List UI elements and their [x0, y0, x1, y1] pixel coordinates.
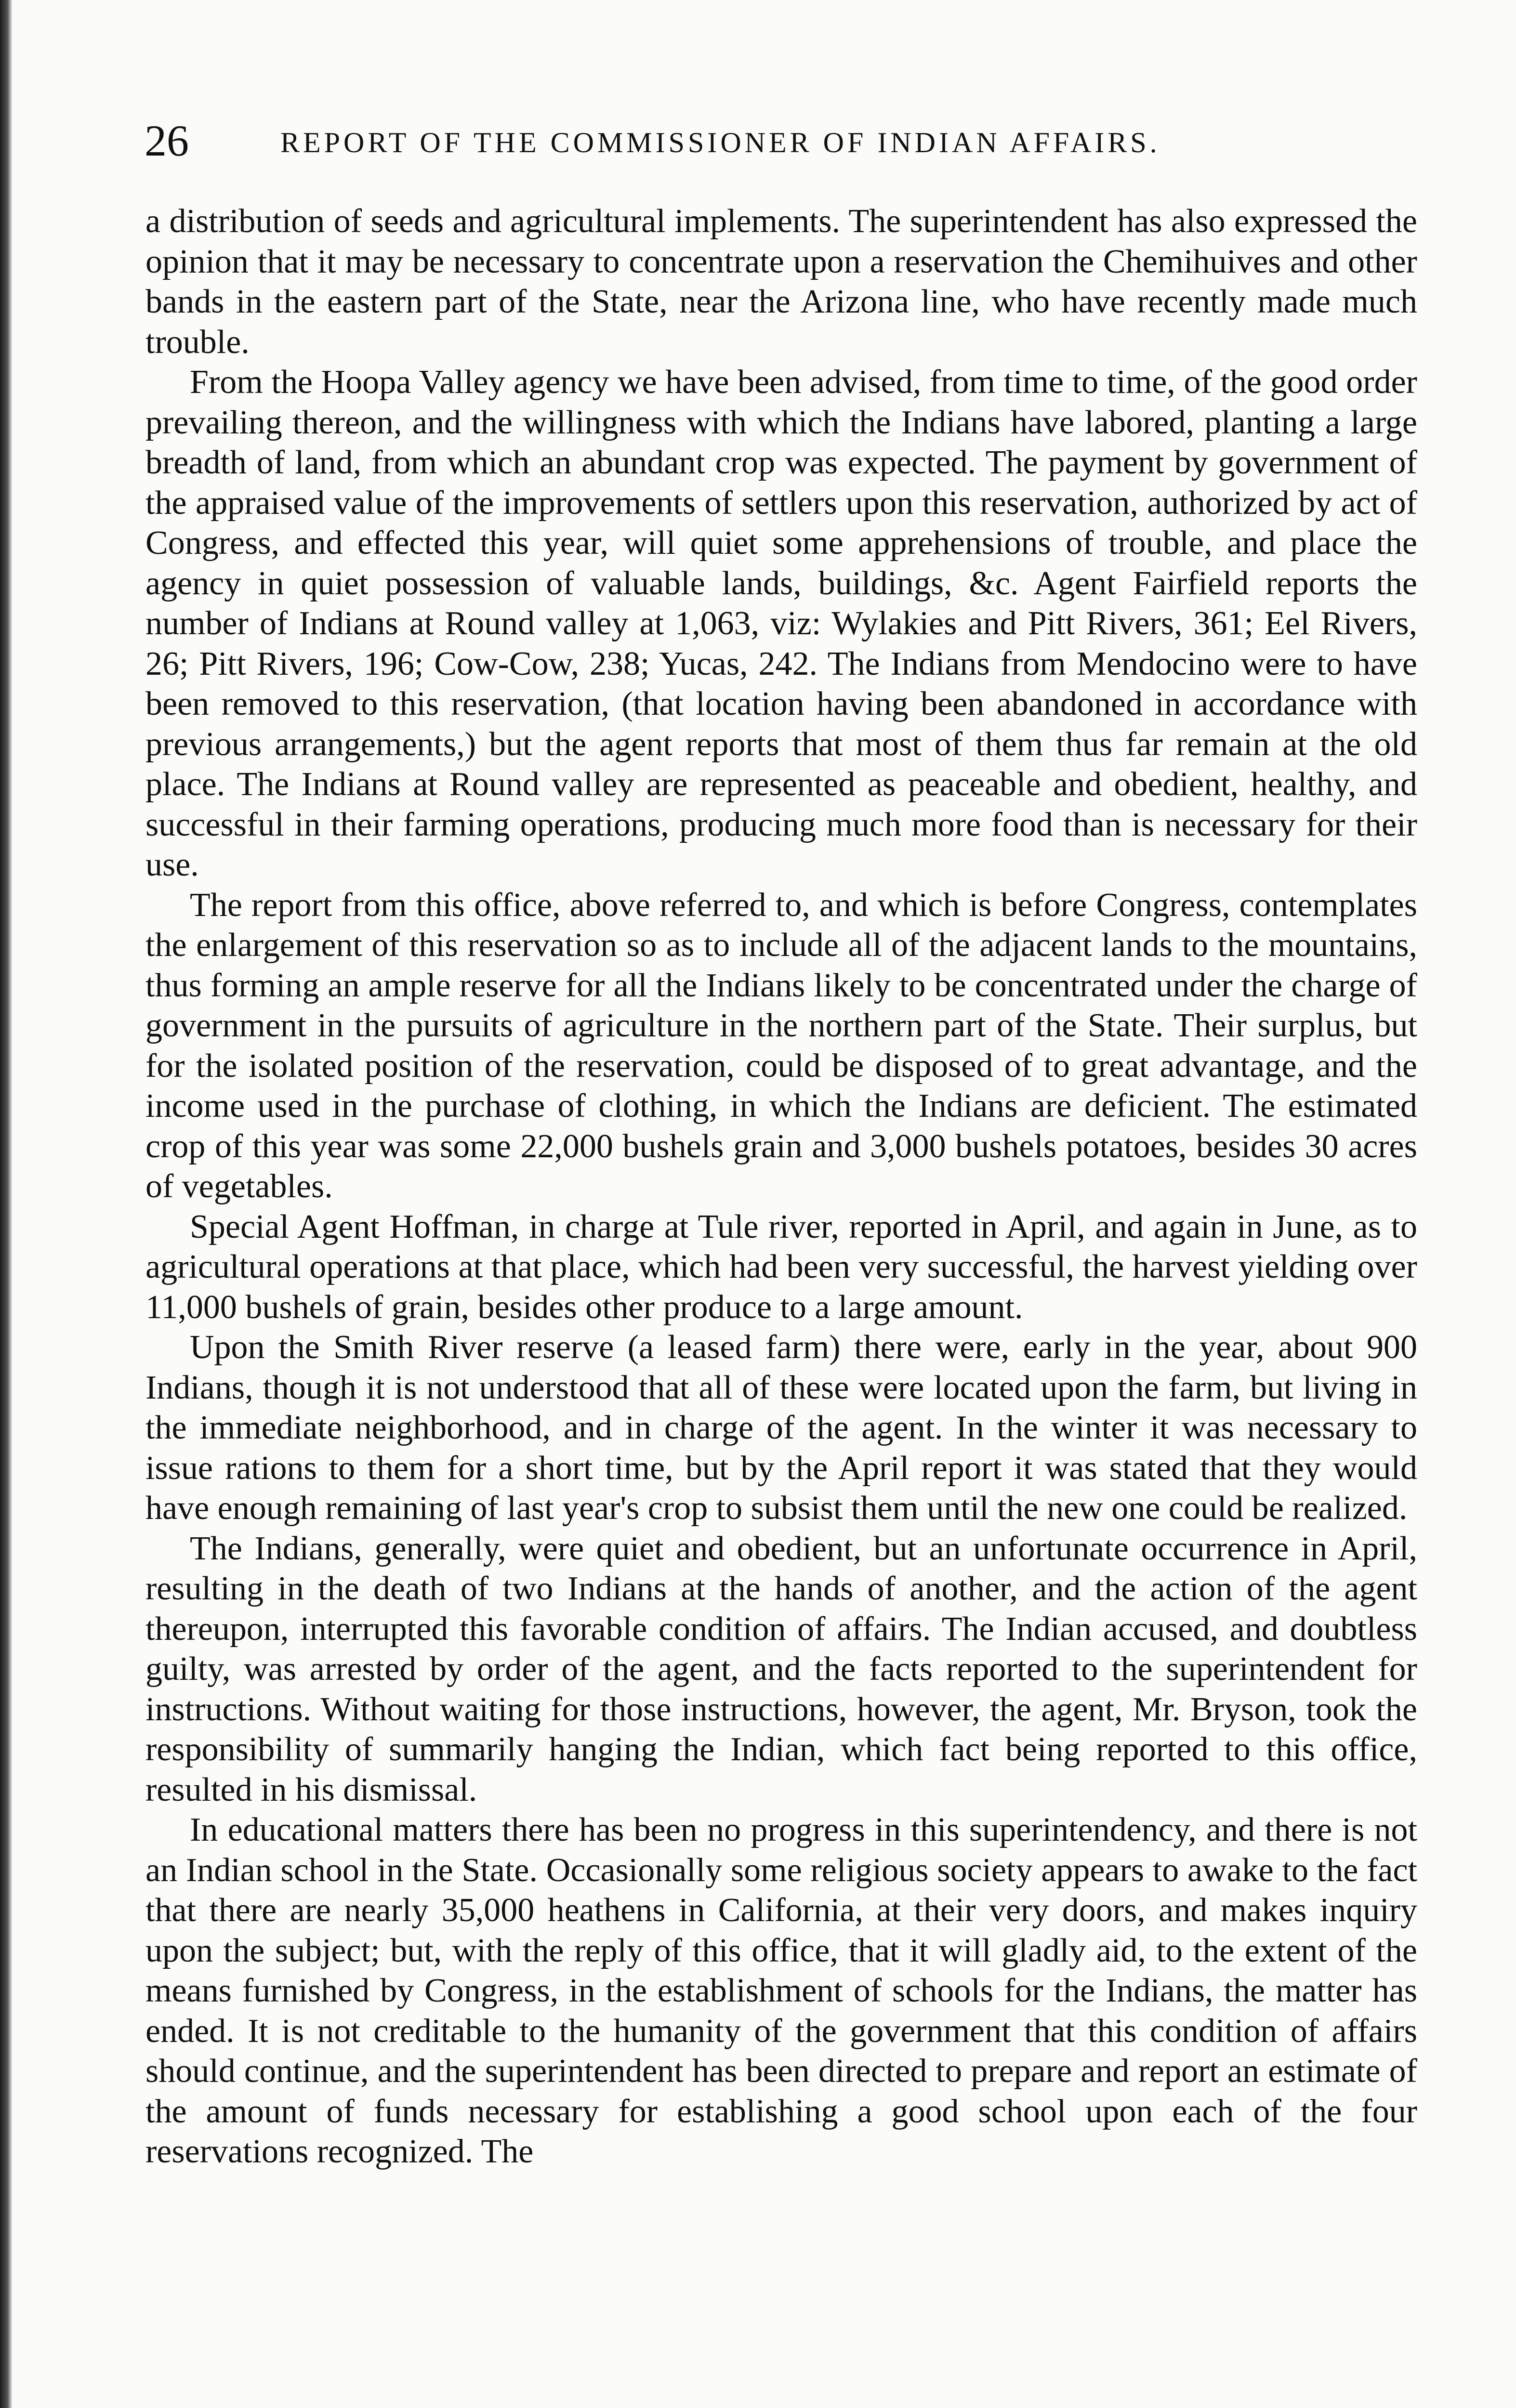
scan-shadow-left	[0, 0, 13, 2408]
running-title: REPORT OF THE COMMISSIONER OF INDIAN AFFAIRS.	[280, 127, 1160, 158]
paragraph-hoopa-valley: From the Hoopa Valley agency we have been advised, from time to time, of the good order prevailing thereon, and the willingness with which the Indians have labored, planting a large breadth of land, from which an abundant crop was expected. The payment by government of the appraised value of the improvements of settlers upon this reservation, authorized by act of Congress, and effected this year, will quiet some apprehensions of trouble, and place the agency in quiet possession of valuable lands, buildings, &c. Agent Fairfield reports the number of Indians at Round valley at 1,063, viz: Wylakies and Pitt Rivers, 361; Eel Rivers, 26; Pitt Rivers, 196; Cow-Cow, 238; Yucas, 242. The Indians from Mendocino were to have been removed to this reservation, (that location having been abandoned in accordance with previous arrangements,) but the agent reports that most of them thus far remain at the old place. The Indians at Round valley are represented as peaceable and obedient, healthy, and successful in their farming operations, producing much more food than is necessary for their use.	[145, 364, 1417, 883]
paragraph-reservation-enlargement: The report from this office, above referred to, and which is before Congress, contemplates the enlargement of this reservation so as to include all of the adjacent lands to the mountains, thus forming an ample reserve for all the Indians likely to be concentrated under the charge of government in the pursuits of agriculture in the northern part of the State. Their surplus, but for the isolated position of the reservation, could be disposed of to great advantage, and the income used in the purchase of clothing, in which the Indians are deficient. The estimated crop of this year was some 22,000 bushels grain and 3,000 bushels potatoes, besides 30 acres of vegetables.	[145, 886, 1417, 1205]
page-number: 26	[145, 116, 189, 165]
body-text	[145, 201, 1417, 2172]
paragraph-continuation: a distribution of seeds and agricultural implements. The superintendent has also expressed the opinion that it may be necessary to concentrate upon a reservation the Chemihuives and other bands in the eastern part of the State, near the Arizona line, who have recently made much trouble.	[145, 203, 1417, 361]
paragraph-indian-conduct: The Indians, generally, were quiet and obedient, but an unfortunate occurrence in April, resulting in the death of two Indians at the hands of another, and the action of the agent thereupon, interrupted this favorable condition of affairs. The Indian accused, and doubtless guilty, was arrested by order of the agent, and the facts reported to the superintendent for instructions. Without waiting for those instructions, however, the agent, Mr. Bryson, took the responsibility of summarily hanging the Indian, which fact being reported to this office, resulted in his dismissal.	[145, 1530, 1417, 1808]
paragraph-education: In educational matters there has been no progress in this superintendency, and there is not an Indian school in the State. Occasionally some religious society appears to awake to the fact that there are nearly 35,000 heathens in California, at their very doors, and makes inquiry upon the subject; but, with the reply of this office, that it will gladly aid, to the extent of the means furnished by Congress, in the establishment of schools for the Indians, the matter has ended. It is not creditable to the humanity of the government that this condition of affairs should continue, and the superintendent has been directed to prepare and report an estimate of the amount of funds necessary for establishing a good school upon each of the four reservations recognized. The	[145, 1811, 1417, 2170]
page-header	[145, 112, 1310, 170]
paragraph-smith-river: Upon the Smith River reserve (a leased farm) there were, early in the year, about 900 Indians, though it is not understood that all of these were located upon the farm, but living in the immediate neighborhood, and in charge of the agent. In the winter it was necessary to issue rations to them for a short time, but by the April report it was stated that they would have enough remaining of last year's crop to subsist them until the new one could be realized.	[145, 1329, 1417, 1527]
paragraph-tule-river: Special Agent Hoffman, in charge at Tule river, reported in April, and again in June, as to agricultural operations at that place, which had been very successful, the harvest yielding over 11,000 bushels of grain, besides other produce to a large amount.	[145, 1208, 1417, 1326]
